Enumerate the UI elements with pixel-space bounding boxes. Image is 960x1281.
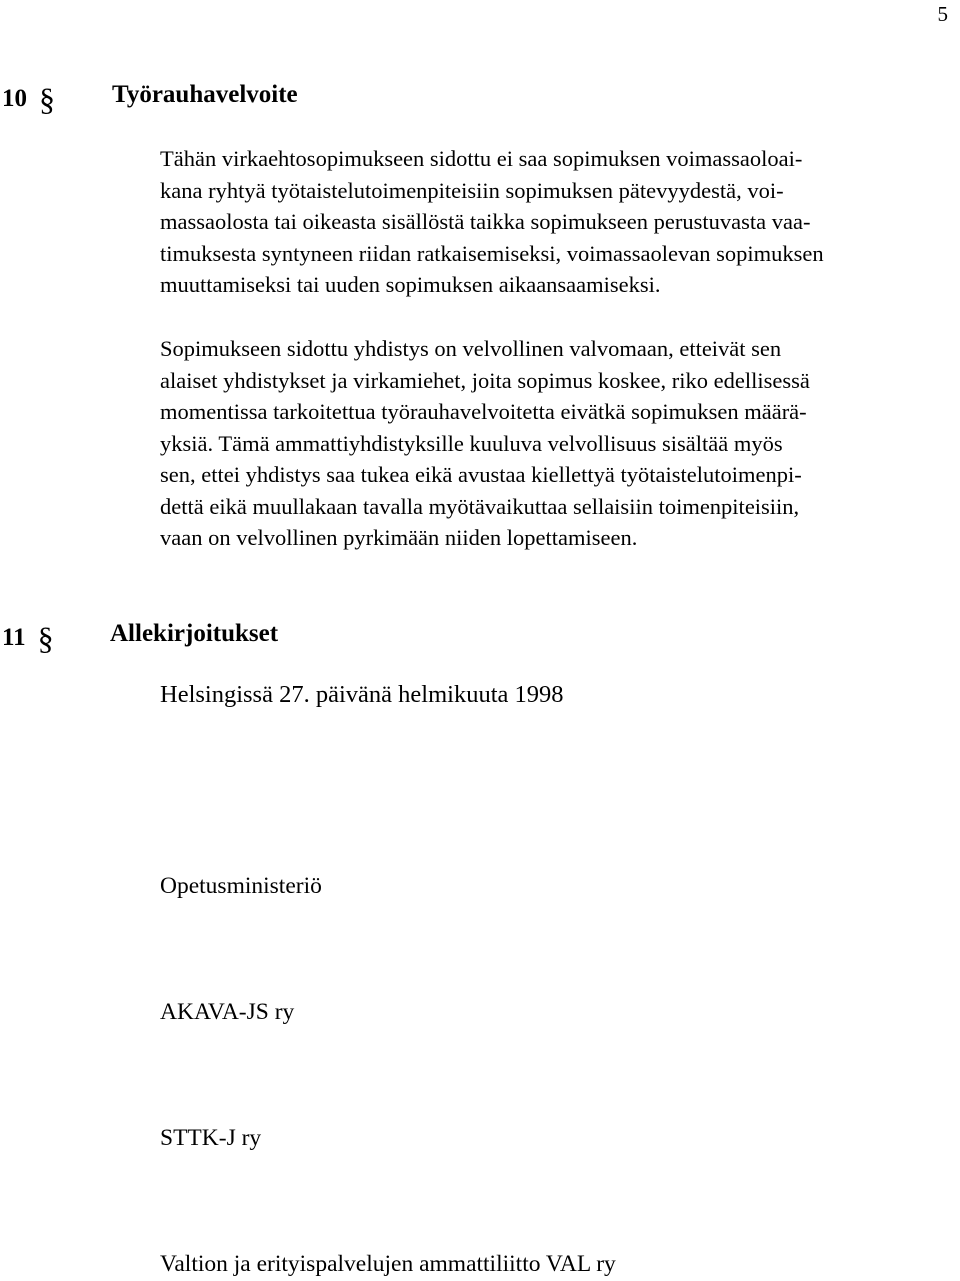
section-sign: §: [39, 81, 55, 117]
text-line: momentissa tarkoitettua työrauhavelvoitetta eivätkä sopimuksen määrä-: [160, 399, 807, 424]
text-line: Sopimukseen sidottu yhdistys on velvollinen valvomaan, etteivät sen: [160, 336, 782, 361]
text-line: massaolosta tai oikeasta sisällöstä taikka sopimukseen perustuvasta vaa-: [160, 209, 811, 234]
text-line: dettä eikä muullakaan tavalla myötävaikuttaa sellaisiin toimenpiteisiin,: [160, 493, 800, 519]
signatory-opetusministerio: Opetusministeriö: [160, 873, 322, 899]
signatory-sttk-j: STTK-J ry: [160, 1125, 262, 1151]
signatory-akava-js: AKAVA-JS ry: [160, 999, 295, 1025]
signatory-val: Valtion ja erityispalvelujen ammattiliitto VAL ry: [160, 1251, 616, 1277]
text-line: vaan on velvollinen pyrkimään niiden lopettamiseen.: [160, 525, 638, 550]
section-number: 11: [2, 624, 26, 651]
section-title: Allekirjoitukset: [110, 620, 279, 647]
section-title: Työrauhavelvoite: [112, 81, 298, 108]
text-line: timuksesta syntyneen riidan ratkaisemiseksi, voimassaolevan sopimuksen: [160, 240, 824, 266]
text-line: alaiset yhdistykset ja virkamiehet, joita sopimus koskee, riko edellisessä: [160, 367, 810, 393]
text-line: muuttamiseksi tai uuden sopimuksen aikaansaamiseksi.: [160, 272, 661, 297]
text-line: yksiä. Tämä ammattiyhdistyksille kuuluva velvollisuus sisältää myös: [160, 430, 783, 456]
section-sign: §: [37, 620, 54, 656]
section-heading-10: [2, 80, 298, 117]
paragraph-work-peace-obligation: [160, 143, 960, 301]
place-and-date: Helsingissä 27. päivänä helmikuuta 1998: [160, 681, 564, 708]
text-line: kana ryhtyä työtaistelutoimenpiteisiin sopimuksen pätevyydestä, voi-: [160, 177, 784, 203]
paragraph-association-duty: [160, 333, 960, 554]
text-line: sen, ettei yhdistys saa tukea eikä avustaa kiellettyä työtaistelutoimenpi-: [160, 462, 802, 487]
section-number: 10: [2, 85, 27, 112]
page-number: 5: [937, 2, 948, 26]
section-heading-11: [2, 619, 279, 656]
text-line: Tähän virkaehtosopimukseen sidottu ei saa sopimuksen voimassaoloai-: [160, 146, 803, 171]
